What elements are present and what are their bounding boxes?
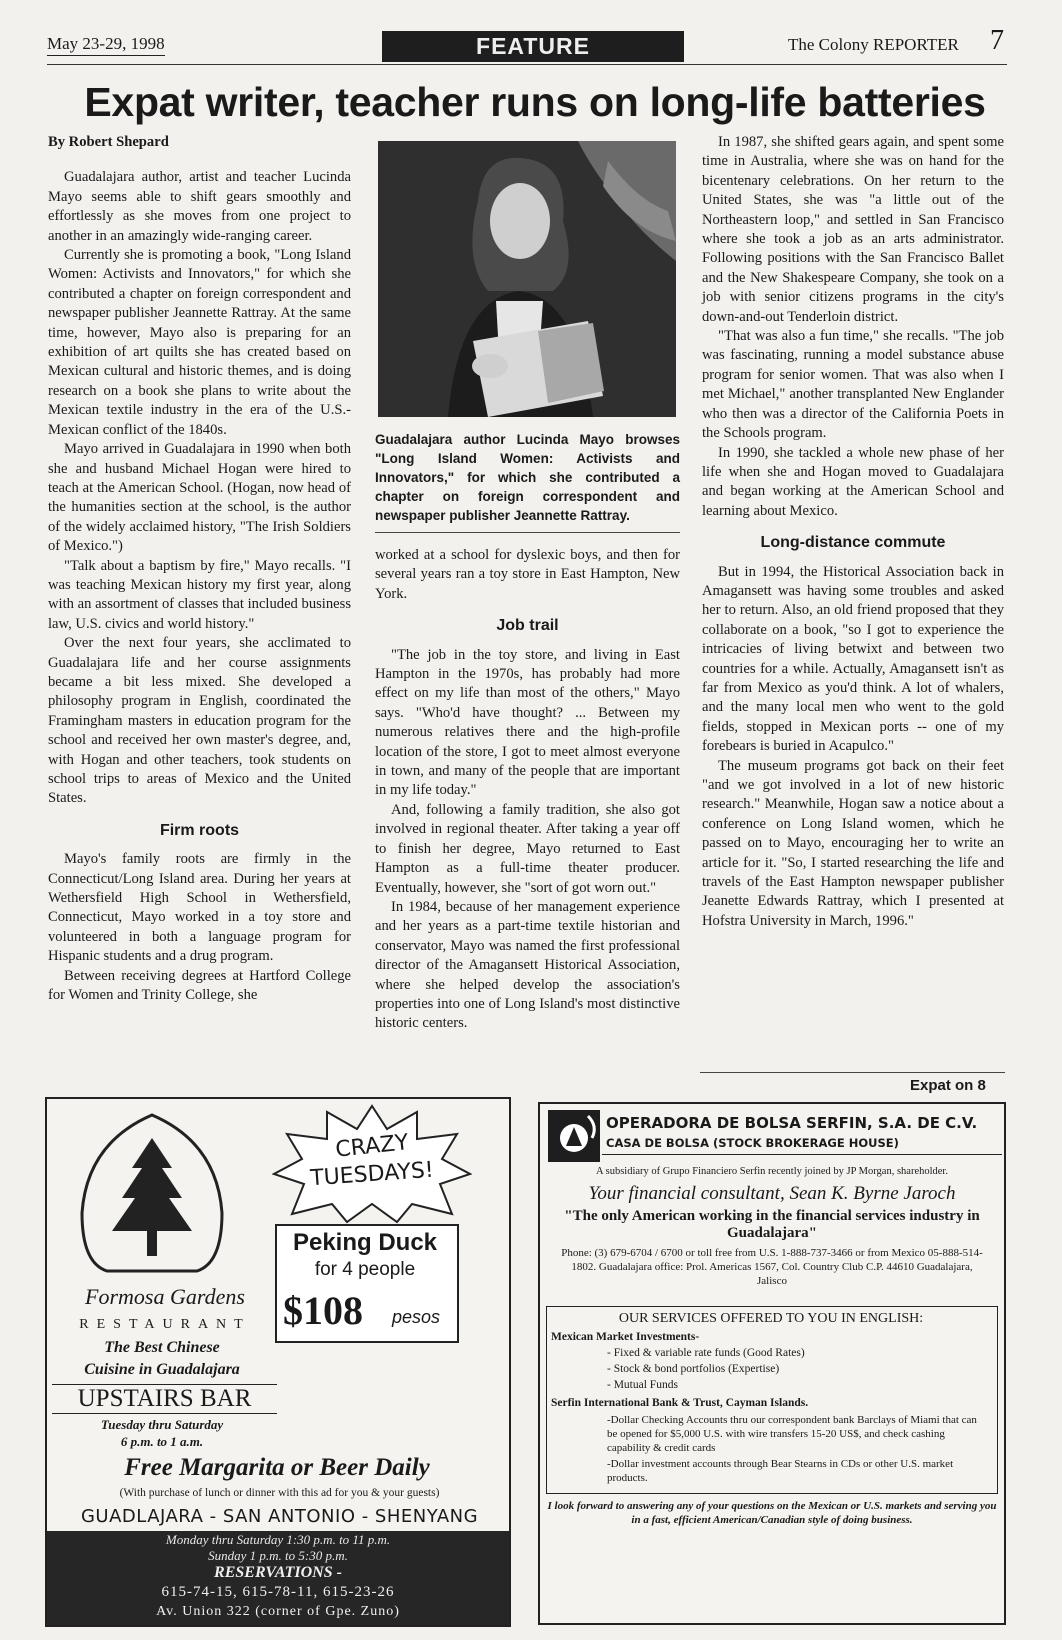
caption-rule — [375, 532, 680, 533]
serfin-logo-icon — [548, 1110, 600, 1162]
subhead-firm-roots: Firm roots — [159, 821, 240, 839]
subhead-job-trail: Job trail — [496, 617, 559, 635]
byline: By Robert Shepard — [48, 134, 169, 150]
header-rule — [47, 64, 1007, 65]
consultant-quote: "The only American working in the financial services industry in Guadalajara" — [564, 1208, 980, 1241]
paragraph: Mayo's family roots are firmly in the Connecticut/Long Island area. During her years at Wethersfield High School in Wethersfield, Connecticut, Mayo worked in a toy store and volunteered in both a language program for Hispanic students and a drug program. — [48, 851, 351, 965]
tuesdays-text: TUESDAYS! — [309, 1157, 435, 1192]
subhead-long-distance-commute: Long-distance commute — [760, 534, 946, 552]
service-item: -Dollar Checking Accounts thru our correspondent bank Barclays of Miami that can be opened for $5,000 U.S. with wire transfers 15-20 US$, and check cashing capability & credit cards — [607, 1414, 977, 1454]
company-subtitle: CASA DE BOLSA (STOCK BROKERAGE HOUSE) — [606, 1136, 899, 1150]
paragraph: Between receiving degrees at Hartford College for Women and Trinity College, she — [48, 967, 351, 1004]
restaurant-ad — [45, 1097, 511, 1627]
article-column-3 — [702, 133, 1004, 931]
newspaper-name: The Colony REPORTER — [788, 35, 959, 54]
restaurant-label: RESTAURANT — [79, 1317, 251, 1332]
paragraph: "The job in the toy store, and living in East Hampton in the 1970s, has probably had more effect on my life than most of the others," Mayo says. "Who'd have thought? ... Between my numerous relatives there and the high-profile location of the store, I got to meet almost everyone in town, and many of the people that are important in my life today." — [375, 646, 680, 799]
paragraph: Mayo arrived in Guadalajara in 1990 when both she and husband Michael Hogan were hired to teach at the American School. (Hogan, now head of the humanities section at the school, is the author of the widely acclaimed history, "The Irish Soldiers of Mexico.") — [48, 441, 351, 555]
company-name: OPERADORA DE BOLSA SERFIN, S.A. DE C.V. — [606, 1114, 978, 1132]
article-column-1 — [48, 133, 351, 1005]
restaurant-address: Av. Union 322 (corner of Gpe. Zuno) — [156, 1604, 400, 1619]
paragraph: And, following a family tradition, she also got involved in regional theater. After taking a year off to finish her degree, Mayo returned to East Hampton as a full-time theater producer. Eventually, however, she "sort of got worn out." — [375, 801, 680, 896]
hours-sunday: Sunday 1 p.m. to 5:30 p.m. — [208, 1548, 348, 1563]
article-column-2 — [375, 546, 680, 1034]
price-currency: pesos — [392, 1307, 441, 1327]
mexican-heading: Mexican Market Investments- — [551, 1331, 700, 1343]
service-item: - Stock & bond portfolios (Expertise) — [607, 1363, 780, 1375]
paragraph: But in 1994, the Historical Association back in Amagansett was having some troubles and asked her to return. Also, an old friend proposed that they collaborate on a book, "so I got to experience the intricacies of living betwixt and between two countries for a while. Actually, Amagansett isn't as far from Mexico as you'd think. A lot of whalers, and the many local men who went to the gold fields, stopped in Mexican ports -- one of my forebears is buried in Acapulco." — [702, 563, 1004, 755]
bar-days: Tuesday thru Saturday — [100, 1417, 224, 1432]
photo-caption: Guadalajara author Lucinda Mayo browses "Long Island Women: Activists and Innovators," for which she contributed a chapter on foreign correspondent and newspaper publisher Jeannette Rattray. — [375, 432, 680, 523]
paragraph: In 1990, she tackled a whole new phase of her life when she and Hogan moved to Guadalajara and began working at the American School and learning about Mexico. — [702, 444, 1004, 519]
service-item: - Mutual Funds — [607, 1379, 678, 1391]
services-title: OUR SERVICES OFFERED TO YOU IN ENGLISH: — [618, 1311, 924, 1326]
tagline-1: The Best Chinese — [104, 1339, 220, 1356]
paragraph: The museum programs got back on their feet "and we got involved in a lot of new historic research." Meanwhile, Hogan saw a notice about a conference on Long Island women, which he passed on to Mayo, encouraging her to write an article for it. "So, I started researching the life and travels of the East Hampton newspaper publisher Jeanette Edwards Rattray, which I presented at Hofstra University in March, 1996." — [702, 757, 1004, 929]
continued-on-link[interactable]: Expat on 8 — [910, 1077, 986, 1094]
restaurant-name: Formosa Gardens — [85, 1284, 245, 1309]
subsidiary-note: A subsidiary of Grupo Financiero Serfin recently joined by JP Morgan, shareholder. — [596, 1166, 948, 1177]
contact-info: Phone: (3) 679-6704 / 6700 or toll free from U.S. 1-888-737-3466 or from Mexico 05-888-514-1802. Guadalajara office: Prol. Americas 1567, Col. Country Club C.P. 44610 Guadalajara, Jalisco — [561, 1247, 983, 1287]
dish-serving: for 4 people — [314, 1259, 416, 1280]
paragraph: In 1987, she shifted gears again, and spent some time in Australia, where she was on hand for the bicentenary celebrations. On her return to the United States, she was "a little out of the Northeastern loop," and settled in San Francisco where she took a job as an arts administrator. Following positions with the San Francisco Ballet and the New Shakespeare Company, she took on a job with senior citizens programs in the city's down-and-out Tenderloin district. — [702, 134, 1004, 325]
locations: GUADLAJARA - SAN ANTONIO - SHENYANG — [80, 1506, 479, 1527]
tagline-2: Cuisine in Guadalajara — [84, 1361, 240, 1378]
offer-condition: (With purchase of lunch or dinner with this ad for you & your guests) — [119, 1487, 440, 1499]
title-rule — [602, 1154, 1002, 1155]
paragraph: In 1984, because of her management experience and her years as a part-time textile historian and conservator, Mayo was named the first professional director of the Amagansett Historical Association, where she helped develop the association's properties into one of Long Island's most distinctive historic centers. — [375, 898, 680, 1032]
crazy-text: CRAZY — [334, 1130, 410, 1163]
photo-illustration — [378, 141, 676, 417]
consultant-name: Your financial consultant, Sean K. Byrne Jaroch — [588, 1183, 956, 1204]
upstairs-bar: UPSTAIRS BAR — [52, 1384, 277, 1414]
reservations-label: RESERVATIONS - — [214, 1564, 342, 1581]
issue-date: May 23-29, 1998 — [47, 34, 165, 56]
dish-name: Peking Duck — [292, 1229, 438, 1256]
service-item: -Dollar investment accounts through Bear Stearns in CDs or other U.S. market products. — [607, 1458, 954, 1484]
paragraph: Guadalajara author, artist and teacher Lucinda Mayo seems able to shift gears smoothly and effortlessly as she moves from one project to another in an amazingly wide-ranging career. — [48, 169, 351, 244]
paragraph: "Talk about a baptism by fire," Mayo recalls. "I was teaching Mexican history my first year, along with an assortment of classes that included business law, U.S. civics and world history." — [48, 557, 351, 632]
pine-tree-logo-icon — [77, 1113, 227, 1273]
author-photo — [378, 141, 676, 417]
bar-hours: 6 p.m. to 1 a.m. — [120, 1434, 204, 1449]
section-label: FEATURE — [382, 31, 684, 62]
jump-rule — [700, 1072, 1005, 1073]
free-drink-offer: Free Margarita or Beer Daily — [124, 1454, 430, 1481]
dish-price: $108 — [283, 1288, 363, 1333]
services-box — [546, 1306, 998, 1494]
paragraph: worked at a school for dyslexic boys, and then for several years ran a toy store in East Hampton, New York. — [375, 547, 680, 602]
intl-heading: Serfin International Bank & Trust, Cayman Islands. — [551, 1397, 809, 1409]
closing-statement: I look forward to answering any of your questions on the Mexican or U.S. markets and serving you in a fast, efficient American/Canadian style of doing business. — [547, 1500, 997, 1526]
page-number: 7 — [990, 25, 1004, 56]
paragraph: Over the next four years, she acclimated to Guadalajara life and her course assignments became a bit less mixed. She developed a philosophy program in English, coordinated the Framingham masters in education program for the school and received her own master's degree, and, with Hogan and other teachers, took students on school trips to areas of Mexico and the United States. — [48, 635, 351, 807]
service-item: - Fixed & variable rate funds (Good Rates) — [607, 1347, 805, 1359]
paragraph: "That was also a fun time," she recalls. "The job was fascinating, running a model substance abuse program for senior women. That was also when I met Michael," another transplanted New Englander who then was a director of the California Poets in the Schools program. — [702, 328, 1004, 442]
hours-weekday: Monday thru Saturday 1:30 p.m. to 11 p.m. — [165, 1532, 391, 1547]
headline: Expat writer, teacher runs on long-life batteries — [84, 79, 986, 125]
phone-numbers: 615-74-15, 615-78-11, 615-23-26 — [161, 1584, 395, 1600]
serfin-ad — [538, 1102, 1006, 1625]
paragraph: Currently she is promoting a book, "Long Island Women: Activists and Innovators," for which she contributed a chapter on foreign correspondent and newspaper publisher Jeannette Rattray. At the same time, however, Mayo also is preparing for an exhibition of art quilts she has created based on Mexican cultural and historic themes, and is doing research on a book she plans to write about the Mexican textile industry in the era of the U.S.-Mexican conflict of the 1840s. — [48, 247, 351, 438]
